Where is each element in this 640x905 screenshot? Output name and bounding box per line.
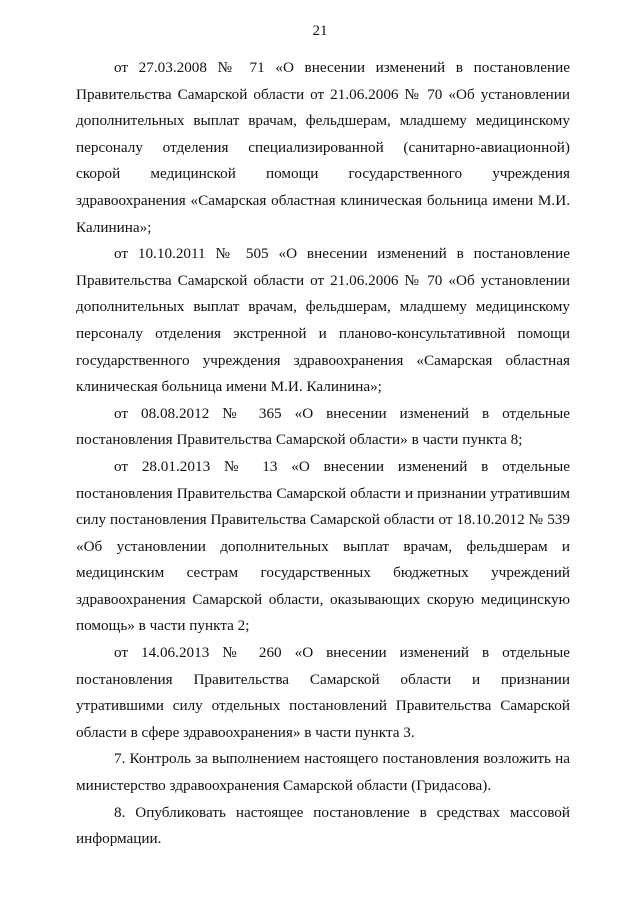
paragraph-item-3: от 08.08.2012 № 365 «О внесении изменений в отдельные постановления Правительства Самарской области» в части пункта 8; — [76, 404, 570, 449]
paragraph-item-4: от 28.01.2013 № 13 «О внесении изменений в отдельные постановления Правительства Самарской области и признании утратившим силу постановления Правительства Самарской области от 18.10.2012 № 539 «Об установлении дополнительных выплат врачам, фельдшерам и медицинским сестрам государственных бюджетных учреждений здравоохранения Самарской области, оказывающих скорую медицинскую помощь» в части пункта 2; — [76, 457, 570, 635]
page-number: 21 — [312, 23, 328, 39]
paragraph-item-5: от 14.06.2013 № 260 «О внесении изменений в отдельные постановления Правительства Самарской области и признании утратившими силу отдельных постановлений Правительства Самарской области в сфере здравоохранения» в части пункта 3. — [76, 644, 570, 741]
paragraph-item-1: от 27.03.2008 № 71 «О внесении изменений в постановление Правительства Самарской области от 21.06.2006 № 70 «Об установлении дополнительных выплат врачам, фельдшерам, младшему медицинскому персоналу отделения специализированной (санитарно-авиационной) скорой медицинской помощи государственного учреждения здравоохранения «Самарская областная клиническая больница имени М.И. Калинина»; — [76, 59, 570, 236]
paragraph-control: 7. Контроль за выполнением настоящего постановления возложить на министерство здравоохранения Самарской области (Гридасова). — [76, 750, 570, 795]
document-body — [76, 55, 570, 853]
paragraph-item-2: от 10.10.2011 № 505 «О внесении изменений в постановление Правительства Самарской области от 21.06.2006 № 70 «Об установлении дополнительных выплат врачам, фельдшерам, младшему медицинскому персоналу отделения экстренной и планово-консультативной помощи государственного учреждения здравоохранения «Самарская областная клиническая больница имени М.И. Калинина»; — [76, 245, 570, 396]
paragraph-publish: 8. Опубликовать настоящее постановление в средствах массовой информации. — [76, 803, 570, 848]
